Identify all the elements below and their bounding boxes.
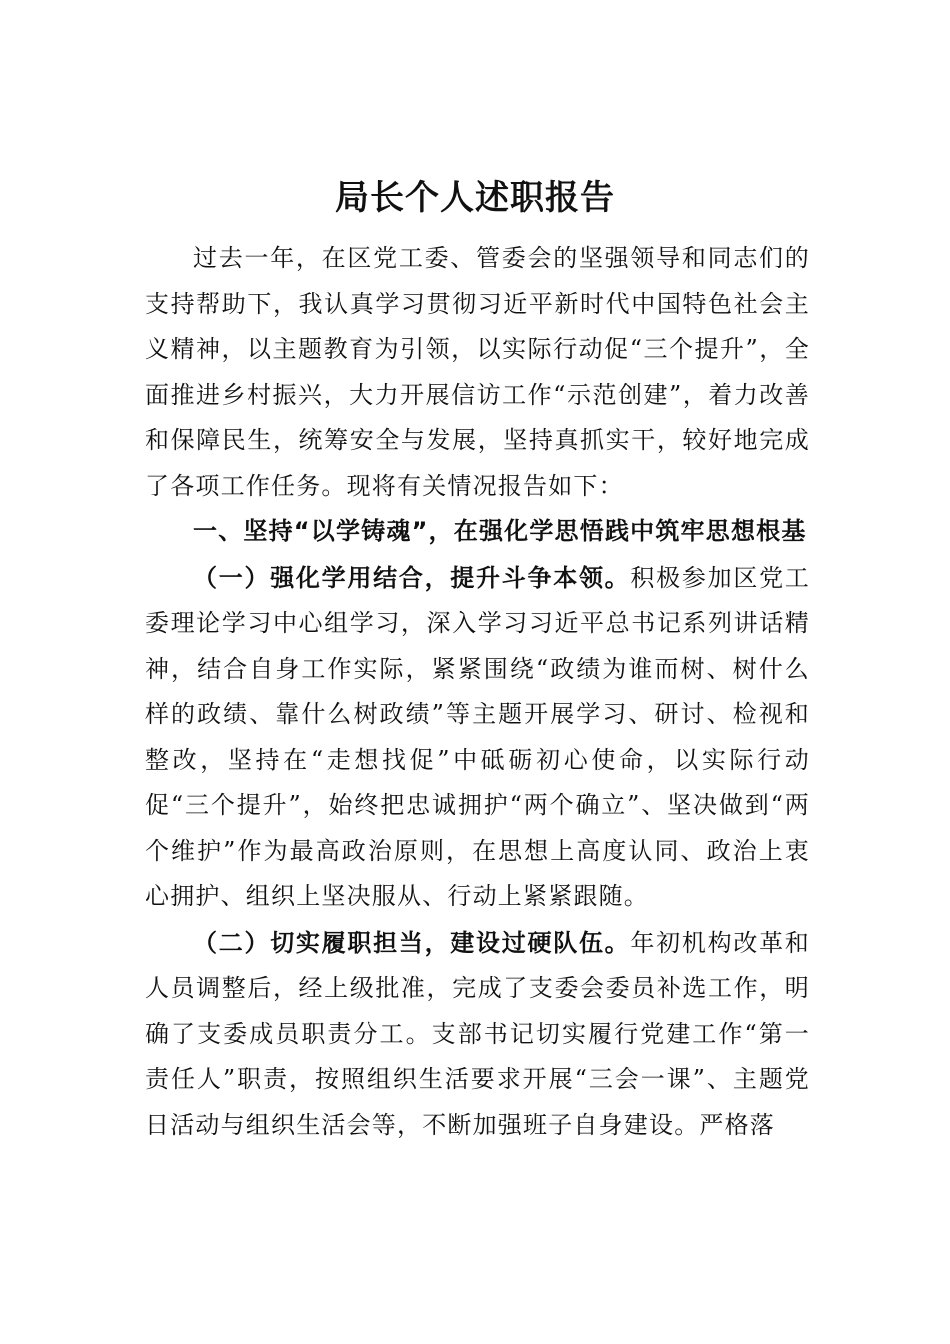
item-paragraph-1 [145,555,810,920]
item-body-2: 年初机构改革和人员调整后，经上级批准，完成了支委会委员补选工作，明确了支委成员职责分工。支部书记切实履行党建工作“第一责任人”职责，按照组织生活要求开展“三会一课”、主题党日活动与组织生活会等，不断加强班子自身建设。严格落 [145,928,811,1139]
item-body-1: 积极参加区党工委理论学习中心组学习，深入学习习近平总书记系列讲话精神，结合自身工作实际，紧紧围绕“政绩为谁而树、树什么样的政绩、靠什么树政绩”等主题开展学习、研讨、检视和整改，坚持在“走想找促”中砥砺初心使命，以实际行动促“三个提升”，始终把忠诚拥护“两个确立”、坚决做到“两个维护”作为最高政治原则，在思想上高度认同、政治上衷心拥护、组织上坚决服从、行动上紧紧跟随。 [145,563,811,910]
intro-paragraph: 过去一年，在区党工委、管委会的坚强领导和同志们的支持帮助下，我认真学习贯彻习近平新时代中国特色社会主义精神，以主题教育为引领，以实际行动促“三个提升”，全面推进乡村振兴，大力开展信访工作“示范创建”，着力改善和保障民生，统筹安全与发展，坚持真抓实干，较好地完成了各项工作任务。现将有关情况报告如下： [145,244,810,500]
item-paragraph-2 [145,920,810,1149]
document-body [145,236,810,1148]
item-lead-2: （二）切实履职担当，建设过硬队伍。 [193,927,631,957]
section-heading-1: 一、坚持“以学铸魂”，在强化学思悟践中筑牢思想根基 [193,517,807,545]
document-title: 局长个人述职报告 [335,178,615,218]
item-lead-1: （一）强化学用结合，提升斗争本领。 [193,562,631,592]
